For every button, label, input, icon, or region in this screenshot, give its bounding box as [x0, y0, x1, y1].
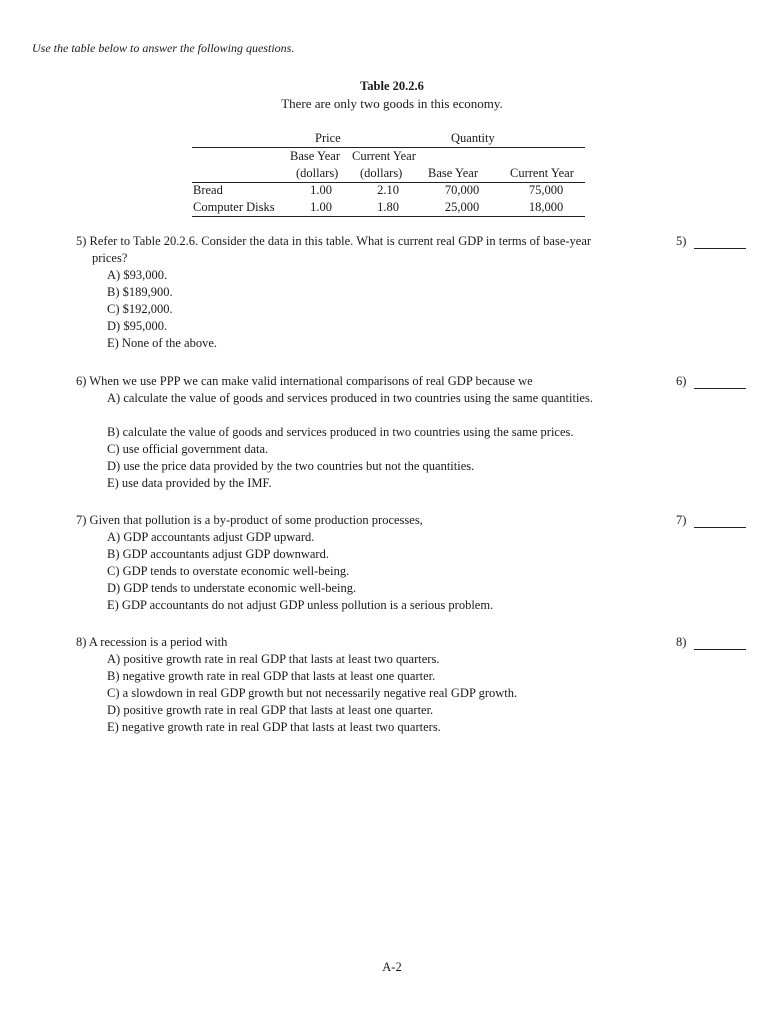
current-year-header: Current Year	[352, 149, 416, 163]
page-number: A-2	[382, 960, 402, 974]
answer-option: C) a slowdown in real GDP growth but not necessarily negative real GDP growth.	[107, 686, 518, 700]
answer-option: A) GDP accountants adjust GDP upward.	[107, 530, 315, 544]
base-price-cell: 1.00	[310, 183, 332, 197]
answer-option: D) $95,000.	[107, 319, 168, 333]
answer-number: 5)	[676, 234, 687, 248]
answer-option: D) use the price data provided by the two countries but not the quantities.	[107, 459, 475, 473]
question-stem: 8) A recession is a period with	[76, 635, 228, 649]
quantity-header: Quantity	[451, 131, 495, 145]
base-qty-cell: 25,000	[444, 200, 480, 214]
answer-option: A) calculate the value of goods and services produced in two countries using the same quantities.	[107, 391, 593, 405]
dollars-header-2: (dollars)	[360, 166, 403, 180]
answer-blank[interactable]	[694, 388, 746, 389]
current-price-cell: 1.80	[377, 200, 399, 214]
answer-option: E) None of the above.	[107, 336, 218, 350]
answer-option: B) GDP accountants adjust GDP downward.	[107, 547, 329, 561]
answer-option: E) GDP accountants do not adjust GDP unless pollution is a serious problem.	[107, 598, 494, 612]
current-price-cell: 2.10	[377, 183, 399, 197]
answer-number: 7)	[676, 513, 687, 527]
table-title: Table 20.2.6	[360, 79, 424, 93]
current-qty-cell: 75,000	[528, 183, 564, 197]
question-stem: 7) Given that pollution is a by-product of some production processes,	[76, 513, 423, 527]
table-subtitle: There are only two goods in this economy.	[281, 96, 503, 111]
answer-blank[interactable]	[694, 248, 746, 249]
qty-current-year-header: Current Year	[510, 166, 574, 180]
answer-option: B) calculate the value of goods and services produced in two countries using the same prices.	[107, 425, 574, 439]
dollars-header-1: (dollars)	[296, 166, 339, 180]
current-qty-cell: 18,000	[528, 200, 564, 214]
answer-option: C) $192,000.	[107, 302, 173, 316]
base-qty-cell: 70,000	[444, 183, 480, 197]
answer-option: C) GDP tends to overstate economic well-being.	[107, 564, 350, 578]
answer-option: A) $93,000.	[107, 268, 168, 282]
answer-option: C) use official government data.	[107, 442, 269, 456]
qty-base-year-header: Base Year	[428, 166, 478, 180]
answer-option: E) use data provided by the IMF.	[107, 476, 272, 490]
row-label: Computer Disks	[193, 200, 275, 214]
answer-option: B) negative growth rate in real GDP that lasts at least one quarter.	[107, 669, 436, 683]
question-stem: 6) When we use PPP we can make valid international comparisons of real GDP because we	[76, 374, 533, 388]
table-bottom-rule	[192, 216, 585, 217]
base-year-header: Base Year	[290, 149, 340, 163]
row-label: Bread	[193, 183, 223, 197]
instructions: Use the table below to answer the following questions.	[32, 41, 295, 55]
table-top-rule	[192, 147, 585, 148]
answer-option: B) $189,900.	[107, 285, 173, 299]
answer-option: A) positive growth rate in real GDP that lasts at least two quarters.	[107, 652, 440, 666]
price-header: Price	[315, 131, 341, 145]
answer-number: 8)	[676, 635, 687, 649]
question-stem: 5) Refer to Table 20.2.6. Consider the data in this table. What is current real GDP in terms of base-year prices?	[76, 234, 592, 265]
answer-option: D) positive growth rate in real GDP that lasts at least one quarter.	[107, 703, 434, 717]
answer-blank[interactable]	[694, 527, 746, 528]
base-price-cell: 1.00	[310, 200, 332, 214]
answer-option: D) GDP tends to understate economic well-being.	[107, 581, 357, 595]
answer-option: E) negative growth rate in real GDP that lasts at least two quarters.	[107, 720, 441, 734]
answer-blank[interactable]	[694, 649, 746, 650]
answer-number: 6)	[676, 374, 687, 388]
